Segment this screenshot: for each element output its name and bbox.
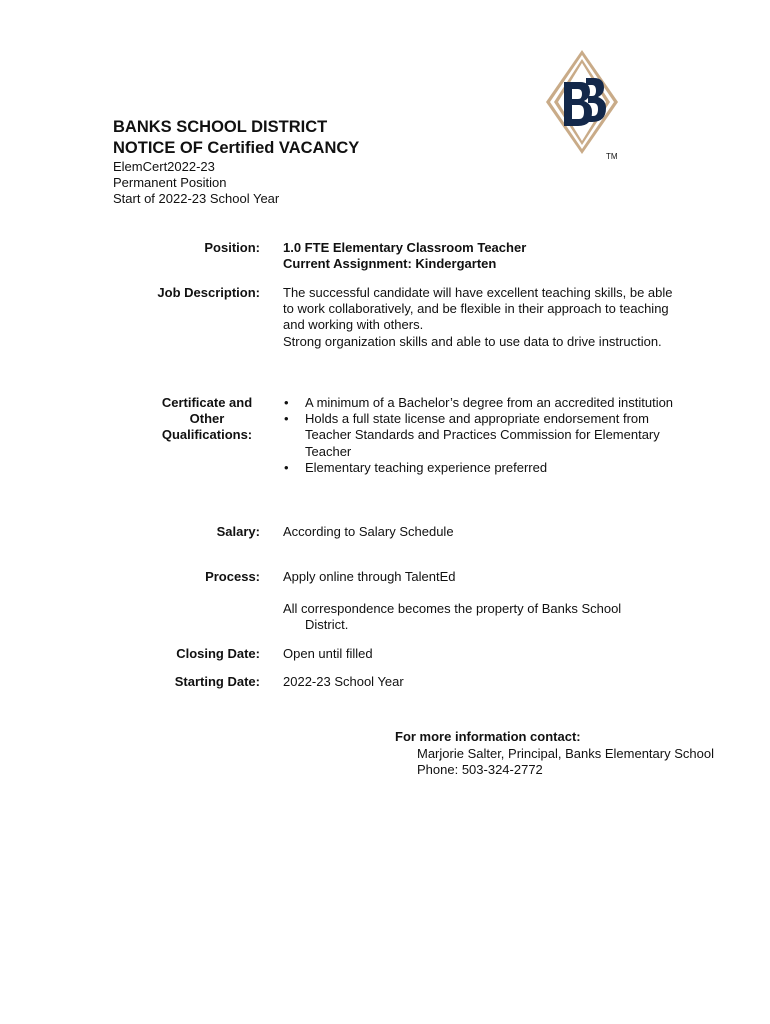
- closing-date-label: Closing Date:: [176, 646, 260, 661]
- closing-date-value: Open until filled: [283, 646, 373, 661]
- current-assignment: Current Assignment: Kindergarten: [283, 256, 497, 272]
- job-description-text-2: Strong organization skills and able to use data to drive instruction.: [283, 333, 662, 349]
- process-instructions: Apply online through TalentEd: [283, 569, 456, 584]
- district-logo: [544, 48, 620, 156]
- start-term: Start of 2022-23 School Year: [113, 191, 280, 206]
- qualifications-list: [283, 395, 678, 476]
- qualifications-label: Certificate and Other Qualifications:: [161, 395, 253, 443]
- starting-date-value: 2022-23 School Year: [283, 674, 404, 689]
- correspondence-note: All correspondence becomes the property of Banks School District.: [283, 601, 622, 633]
- contact-person: Marjorie Salter, Principal, Banks Elementary School: [417, 745, 714, 761]
- notice-header: [113, 117, 359, 207]
- position-value: [283, 240, 683, 272]
- notice-title: NOTICE OF Certified VACANCY: [113, 139, 360, 157]
- job-description-label: Job Description:: [157, 285, 260, 300]
- starting-date-label: Starting Date:: [174, 674, 260, 689]
- job-description-value: [283, 285, 678, 350]
- process-value: [283, 569, 653, 634]
- contact-heading: For more information contact:: [395, 729, 581, 744]
- trademark-mark: TM: [606, 152, 618, 161]
- contact-phone: Phone: 503-324-2772: [417, 762, 543, 777]
- position-type: Permanent Position: [113, 175, 227, 190]
- list-item: • Holds a full state license and appropriate endorsement from Teacher Standards and Practices Commission for Elementary Teacher: [283, 411, 678, 460]
- position-title: 1.0 FTE Elementary Classroom Teacher: [283, 240, 527, 255]
- posting-code: ElemCert2022-23: [113, 159, 215, 174]
- salary-value: According to Salary Schedule: [283, 524, 454, 539]
- process-label: Process:: [205, 569, 260, 584]
- salary-label: Salary:: [216, 524, 260, 539]
- list-item: • A minimum of a Bachelor’s degree from an accredited institution: [283, 395, 678, 411]
- contact-block: [395, 729, 714, 779]
- district-title: BANKS SCHOOL DISTRICT: [113, 118, 328, 136]
- list-item: • Elementary teaching experience preferred: [283, 460, 678, 476]
- position-label: Position:: [204, 240, 260, 255]
- job-description-text: The successful candidate will have excellent teaching skills, be able to work collaboratively, and be flexible in their approach to teaching and working with others.: [283, 285, 673, 333]
